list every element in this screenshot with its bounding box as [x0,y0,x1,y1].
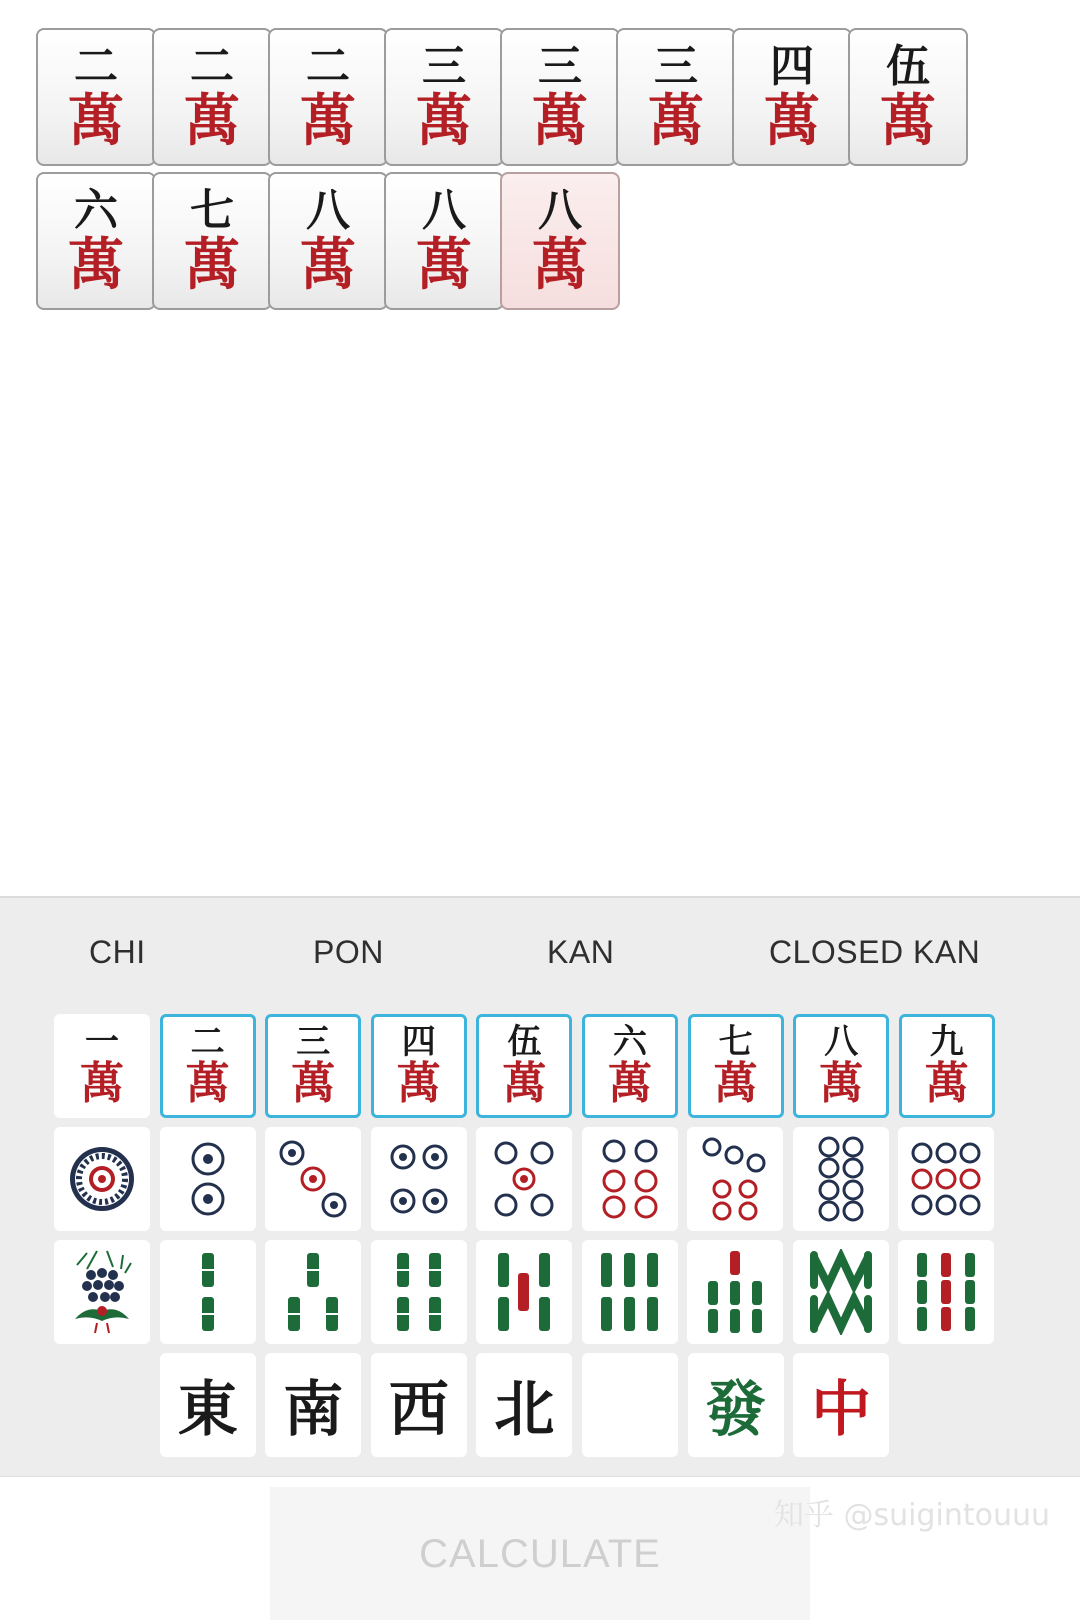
man-5-tile[interactable] [476,1014,572,1118]
hand-area [36,28,1046,316]
man-8-tile[interactable] [793,1014,889,1118]
sou-9-icon [911,1249,981,1335]
pin-8-icon [813,1135,869,1223]
hand-tile[interactable] [268,172,388,310]
tile-suit: 萬 [80,1058,124,1109]
tile-suit: 萬 [608,1058,652,1109]
hand-row-2 [36,172,1046,310]
green-dragon-tile[interactable] [688,1353,784,1457]
sou-4-icon [389,1249,449,1335]
tile-suit: 萬 [924,1058,969,1109]
tile-number: 二 [306,41,350,92]
tile-number: 伍 [886,41,930,92]
tile-number: 二 [74,41,118,92]
west-wind-char: 西 [388,1375,449,1445]
tile-number: 六 [74,185,118,236]
hand-tile[interactable] [384,28,504,166]
pin-4-tile[interactable] [371,1127,467,1231]
hand-tile[interactable] [384,172,504,310]
pin-3-icon [278,1139,348,1219]
pin-6-icon [598,1137,662,1221]
tile-suit: 萬 [300,232,356,298]
man-3-tile[interactable] [265,1014,361,1118]
sou-5-tile[interactable] [476,1240,572,1344]
sou-7-tile[interactable] [687,1240,783,1344]
sou-5-icon [492,1249,556,1335]
tile-suit: 萬 [648,88,704,154]
tile-suit: 萬 [300,88,356,154]
tile-number: 一 [85,1022,119,1062]
tile-suit: 萬 [68,88,124,154]
pon-button[interactable]: PON [313,934,384,970]
pin-5-tile[interactable] [476,1127,572,1231]
west-wind-tile[interactable] [371,1353,467,1457]
east-wind-char: 東 [177,1375,238,1445]
sou-6-icon [595,1249,665,1335]
hand-tile[interactable] [616,28,736,166]
red-dragon-char: 中 [811,1375,872,1445]
tile-number: 三 [422,41,466,92]
closed-kan-button[interactable]: CLOSED KAN [769,934,981,970]
south-wind-char: 南 [283,1375,344,1445]
tile-number: 四 [770,41,814,92]
hand-tile[interactable] [500,172,620,310]
north-wind-tile[interactable] [476,1353,572,1457]
pin-7-icon [700,1137,770,1221]
hand-tile[interactable] [36,172,156,310]
east-wind-tile[interactable] [160,1353,256,1457]
tile-number: 三 [296,1022,331,1062]
tile-number: 八 [306,185,350,236]
sou-8-icon [806,1249,876,1335]
man-6-tile[interactable] [582,1014,678,1118]
tile-number: 六 [613,1022,647,1062]
tile-number: 七 [190,185,234,236]
kan-button[interactable]: KAN [547,934,615,970]
pin-2-tile[interactable] [160,1127,256,1231]
hand-tile[interactable] [152,172,272,310]
hand-tile[interactable] [732,28,852,166]
tile-suit: 萬 [764,88,820,154]
green-dragon-char: 發 [705,1375,766,1445]
tile-number: 七 [718,1022,753,1062]
tile-suit: 萬 [880,88,936,154]
hand-tile[interactable] [848,28,968,166]
tile-suit: 萬 [291,1058,336,1109]
tile-number: 二 [190,41,234,92]
pin-7-tile[interactable] [687,1127,783,1231]
north-wind-char: 北 [494,1375,555,1445]
tile-suit: 萬 [396,1058,441,1109]
tile-keyboard-panel [0,896,1080,1476]
pin-9-icon [910,1139,982,1219]
tile-suit: 萬 [184,232,240,298]
meld-tabs [0,934,1080,978]
sou-3-icon [278,1249,348,1335]
tile-number: 九 [929,1022,964,1062]
tile-number: 伍 [507,1022,542,1062]
pin-1-icon [67,1144,137,1214]
tile-suit: 萬 [532,232,588,298]
sou-7-icon [700,1249,770,1335]
tile-suit: 萬 [532,88,588,154]
sou-8-tile[interactable] [793,1240,889,1344]
man-9-tile[interactable] [899,1014,995,1118]
red-dragon-tile[interactable] [793,1353,889,1457]
pin-9-tile[interactable] [898,1127,994,1231]
tile-number: 八 [422,185,466,236]
pin-6-tile[interactable] [582,1127,678,1231]
hand-tile[interactable] [268,28,388,166]
sou-9-tile[interactable] [898,1240,994,1344]
tile-number: 二 [190,1022,225,1062]
hand-tile[interactable] [152,28,272,166]
man-7-tile[interactable] [688,1014,784,1118]
sou-2-icon [193,1249,223,1335]
tile-number: 四 [401,1022,436,1062]
pin-4-icon [387,1139,451,1219]
watermark: 知乎 @suigintouuu [773,1498,1050,1533]
tile-number: 三 [654,41,698,92]
hand-tile[interactable] [36,28,156,166]
man-2-tile[interactable] [160,1014,256,1118]
tile-number: 八 [538,185,582,236]
calculate-button[interactable]: CALCULATE [270,1487,810,1620]
man-4-tile[interactable] [371,1014,467,1118]
tile-suit: 萬 [185,1058,230,1109]
pin-5-icon [492,1139,556,1219]
man-1-tile[interactable] [54,1014,150,1118]
south-wind-tile[interactable] [265,1353,361,1457]
tile-number: 三 [538,41,582,92]
pin-8-tile[interactable] [793,1127,889,1231]
tile-suit: 萬 [416,88,472,154]
pin-3-tile[interactable] [265,1127,361,1231]
sou-4-tile[interactable] [371,1240,467,1344]
tile-suit: 萬 [713,1058,758,1109]
chi-button[interactable]: CHI [89,934,146,970]
hand-row-1 [36,28,1046,166]
tile-suit: 萬 [416,232,472,298]
sou-1-bird-icon [67,1249,137,1335]
sou-6-tile[interactable] [582,1240,678,1344]
white-dragon-tile[interactable] [582,1353,678,1457]
hand-tile[interactable] [500,28,620,166]
pin-1-tile[interactable] [54,1127,150,1231]
tile-number: 八 [824,1022,859,1062]
tile-suit: 萬 [184,88,240,154]
tile-suit: 萬 [502,1058,547,1109]
pin-2-icon [183,1139,233,1219]
sou-2-tile[interactable] [160,1240,256,1344]
tile-suit: 萬 [68,232,124,298]
sou-3-tile[interactable] [265,1240,361,1344]
tile-suit: 萬 [819,1058,864,1109]
sou-1-tile[interactable] [54,1240,150,1344]
